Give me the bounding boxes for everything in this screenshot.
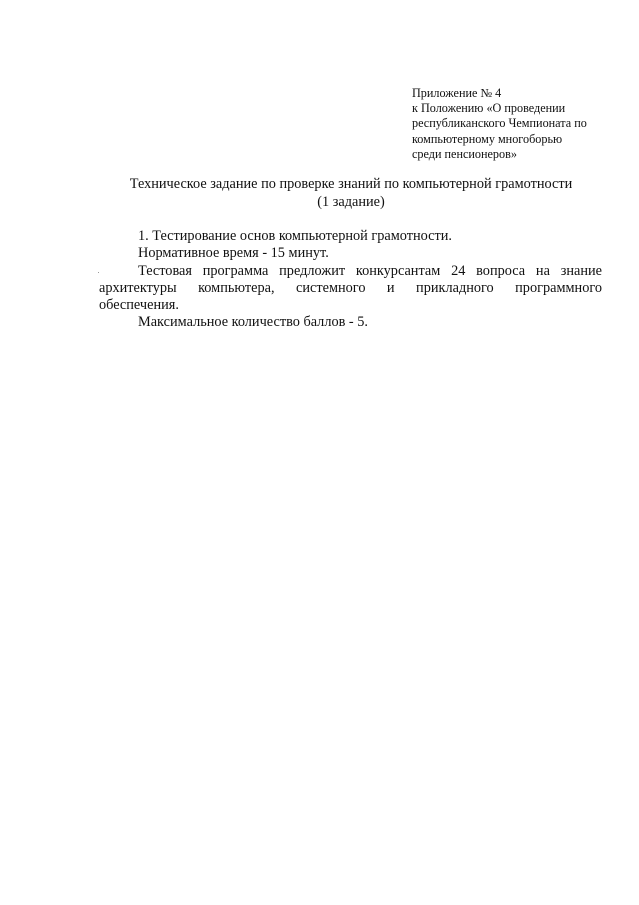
paragraph-program-line-1: Тестовая программа предложит конкурсантам 24 вопроса на знание [138,262,602,279]
paragraph-time: Нормативное время - 15 минут. [138,245,329,262]
appendix-line-4: компьютерному многоборью [412,131,563,146]
document-title [96,176,606,211]
paragraph-max-score: Максимальное количество баллов - 5. [138,314,368,331]
document-body [99,228,602,332]
paragraph-program-line-3: обеспечения. [99,297,179,314]
appendix-line-5: среди пенсионеров» [412,146,517,161]
title-line-2: (1 задание) [317,193,385,210]
title-line-1: Техническое задание по проверке знаний по компьютерной грамотности [129,176,573,192]
appendix-line-3: республиканского Чемпионата по [412,116,587,131]
appendix-line-1: Приложение № 4 [412,86,502,100]
appendix-line-2: к Положению «О проведении [412,101,566,116]
paragraph-program [99,263,602,315]
paragraph-testing: 1. Тестирование основ компьютерной грамотности. [138,228,452,244]
appendix-note [412,86,612,162]
paragraph-program-line-2: архитектуры компьютера, системного и прикладного программного [99,279,602,296]
